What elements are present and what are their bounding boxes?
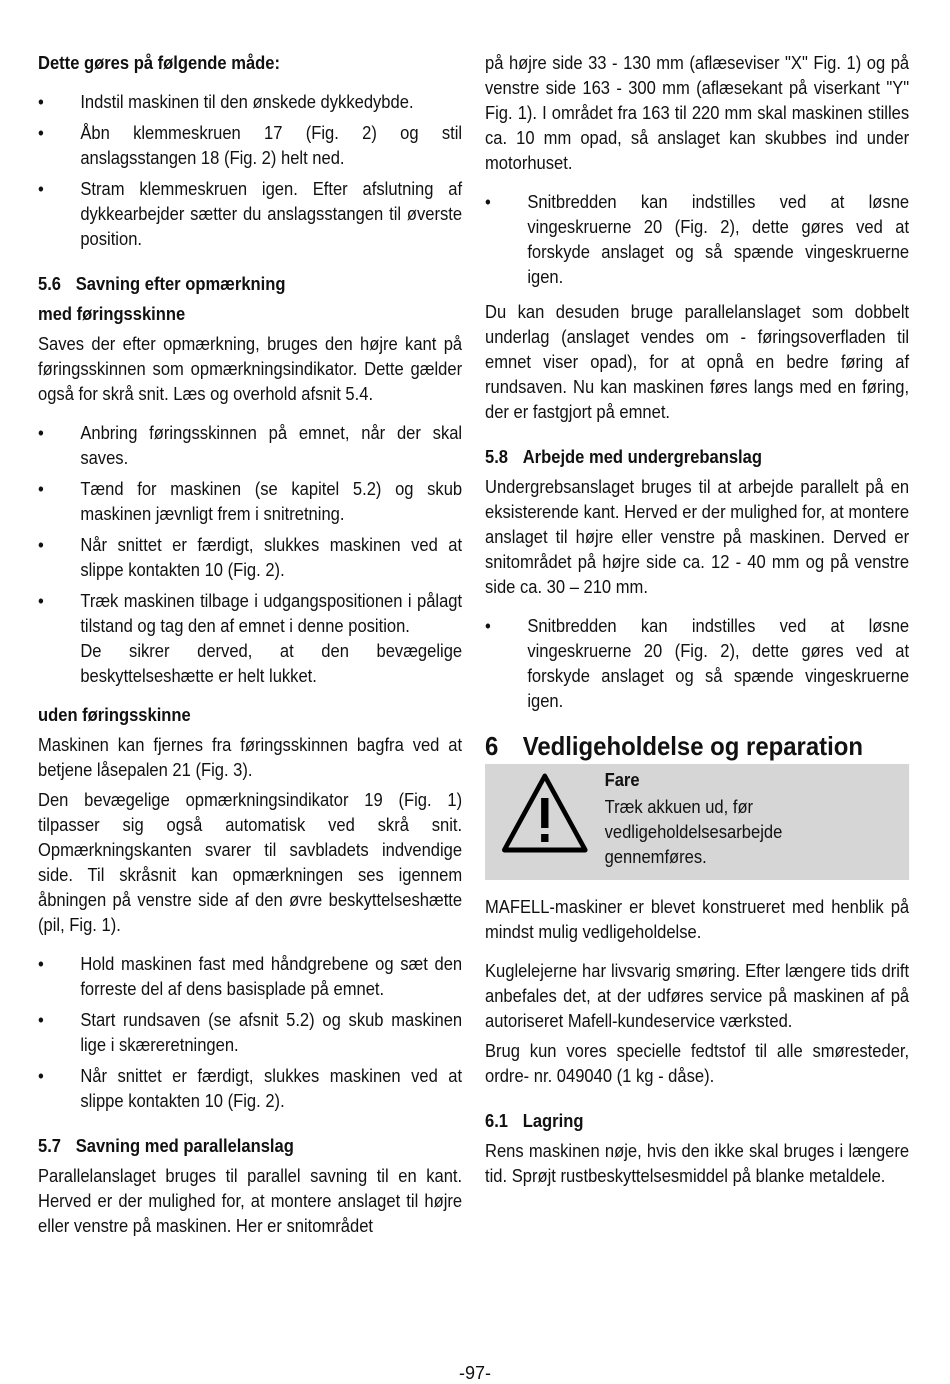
- section-heading-5-8: [485, 445, 909, 470]
- subheading-without-rail: uden føringsskinne: [38, 705, 191, 725]
- warning-line: vedligeholdelsesarbejde: [604, 822, 783, 842]
- list-item: • Åbn klemmeskruen 17 (Fig. 2) og stil anslagsstangen 18 (Fig. 2) helt ned.: [38, 121, 462, 171]
- section-title: Lagring: [522, 1111, 584, 1131]
- section-number: 5.8: [485, 447, 509, 467]
- warning-title: Fare: [604, 770, 640, 790]
- with-rail-bullet-list: [38, 421, 462, 689]
- paragraph: Kuglelejerne har livsvarig smøring. Efter længere tids drift anbefales det, at der udføres service på maskinen af på autoriseret Mafell-kundeservice værksted.: [485, 961, 910, 1031]
- warning-line: gennemføres.: [604, 847, 707, 867]
- section-title: Savning med parallelanslag: [75, 1136, 294, 1156]
- chapter-heading-6: [485, 730, 909, 762]
- paragraph: MAFELL-maskiner er blevet konstrueret med henblik på mindst mulig vedligeholdelse.: [485, 897, 910, 942]
- list-item: • Hold maskinen fast med håndgrebene og sæt den forreste del af dens basisplade på emnet.: [38, 952, 462, 1002]
- section-heading-5-6: [38, 272, 462, 297]
- list-item: • Indstil maskinen til den ønskede dykkedybde.: [38, 90, 462, 115]
- intro-heading: Dette gøres på følgende måde:: [38, 53, 281, 73]
- without-rail-bullet-list: [38, 952, 462, 1114]
- list-item-continuation: De sikrer derved, at den bevægelige beskyttelseshætte er helt lukket.: [80, 641, 463, 686]
- paragraph: Saves der efter opmærkning, bruges den højre kant på føringsskinnen som opmærkningsindikator. Dette gælder også for skrå snit. Læs og overhold afsnit 5.4.: [38, 334, 463, 404]
- list-item: [38, 589, 462, 689]
- bullet-list: [485, 190, 909, 290]
- left-column: [38, 51, 462, 1248]
- warning-text: [605, 768, 783, 870]
- paragraph: Den bevægelige opmærkningsindikator 19 (Fig. 1) tilpasser sig også automatisk ved skrå snit. Opmærkningskanten svarer til savbladets indvendige side. Til skråsnit kan opmærkningen ses igennem åbningen på venstre side af den øvre beskyttelseshætte (pil, Fig. 1).: [38, 790, 463, 935]
- paragraph: Du kan desuden bruge parallelanslaget som dobbelt underlag (anslaget vendes om - føringsoverfladen til emnet viser opad), for at opnå en bedre føring af rundsaven. Nu kan maskinen føres langs med en føring, der er fastgjort på emnet.: [485, 302, 910, 422]
- section-heading-6-1: [485, 1109, 909, 1134]
- subheading-with-rail: med føringsskinne: [38, 304, 186, 324]
- right-column: [485, 51, 909, 1198]
- paragraph: Undergrebsanslaget bruges til at arbejde parallelt på en eksisterende kant. Herved er der mulighed for, at montere anslaget til højre eller venstre på maskinen. Derved er snitområdet på højre side ca. 12 - 40 mm og på venstre side ca. 30 – 210 mm.: [485, 477, 910, 597]
- list-item-text: • Træk maskinen tilbage i udgangspositionen i pålagt tilstand og tag den af emnet i denne position.: [80, 591, 463, 636]
- section-heading-5-7: [38, 1134, 462, 1159]
- list-item: • Når snittet er færdigt, slukkes maskinen ved at slippe kontakten 10 (Fig. 2).: [38, 533, 462, 583]
- bullet-list: [485, 614, 909, 714]
- section-title: Savning efter opmærkning: [75, 274, 286, 294]
- paragraph: Parallelanslaget bruges til parallel savning til en kant. Herved er der mulighed for, at montere anslaget til højre eller venstre på maskinen. Her er snitområdet: [38, 1166, 463, 1236]
- intro-bullet-list: [38, 90, 462, 252]
- paragraph: på højre side 33 - 130 mm (aflæseviser "X" Fig. 1) og på venstre side 163 - 300 mm (aflæsekant på viserkant "Y" Fig. 1). I området fra 163 til 220 mm skal maskinen stilles ca. 10 mm opad, så anslaget kan skubbes ind under motorhuset.: [485, 53, 910, 173]
- chapter-title: Vedligeholdelse og reparation: [522, 731, 864, 761]
- warning-line: Træk akkuen ud, før: [604, 797, 754, 817]
- section-number: 6.1: [485, 1111, 509, 1131]
- section-number: 5.6: [38, 274, 62, 294]
- list-item: • Start rundsaven (se afsnit 5.2) og skub maskinen lige i skæreretningen.: [38, 1008, 462, 1058]
- list-item: • Snitbredden kan indstilles ved at løsne vingeskruerne 20 (Fig. 2), dette gøres ved at forskyde anslaget og så spænde vingeskruerne igen.: [485, 614, 909, 714]
- chapter-number: 6: [485, 731, 499, 761]
- list-item: • Anbring føringsskinnen på emnet, når der skal saves.: [38, 421, 462, 471]
- section-title: Arbejde med undergrebanslag: [522, 447, 762, 467]
- paragraph: Rens maskinen nøje, hvis den ikke skal bruges i længere tid. Sprøjt rustbeskyttelsesmiddel på blanke metaldele.: [485, 1141, 910, 1186]
- list-item: • Når snittet er færdigt, slukkes maskinen ved at slippe kontakten 10 (Fig. 2).: [38, 1064, 462, 1114]
- section-number: 5.7: [38, 1136, 62, 1156]
- list-item: • Stram klemmeskruen igen. Efter afslutning af dykkearbejder sætter du anslagsstangen til øverste position.: [38, 177, 462, 252]
- warning-box: [485, 764, 909, 880]
- warning-triangle-icon: [485, 768, 605, 870]
- list-item: • Tænd for maskinen (se kapitel 5.2) og skub maskinen jævnligt frem i snitretning.: [38, 477, 462, 527]
- page-number: -97-: [458, 1363, 491, 1383]
- list-item: • Snitbredden kan indstilles ved at løsne vingeskruerne 20 (Fig. 2), dette gøres ved at forskyde anslaget og så spænde vingeskruerne igen.: [485, 190, 909, 290]
- paragraph: Maskinen kan fjernes fra føringsskinnen bagfra ved at betjene låsepalen 21 (Fig. 3).: [38, 735, 463, 780]
- paragraph: Brug kun vores specielle fedtstof til alle smøresteder, ordre- nr. 049040 (1 kg - dåse).: [485, 1041, 910, 1086]
